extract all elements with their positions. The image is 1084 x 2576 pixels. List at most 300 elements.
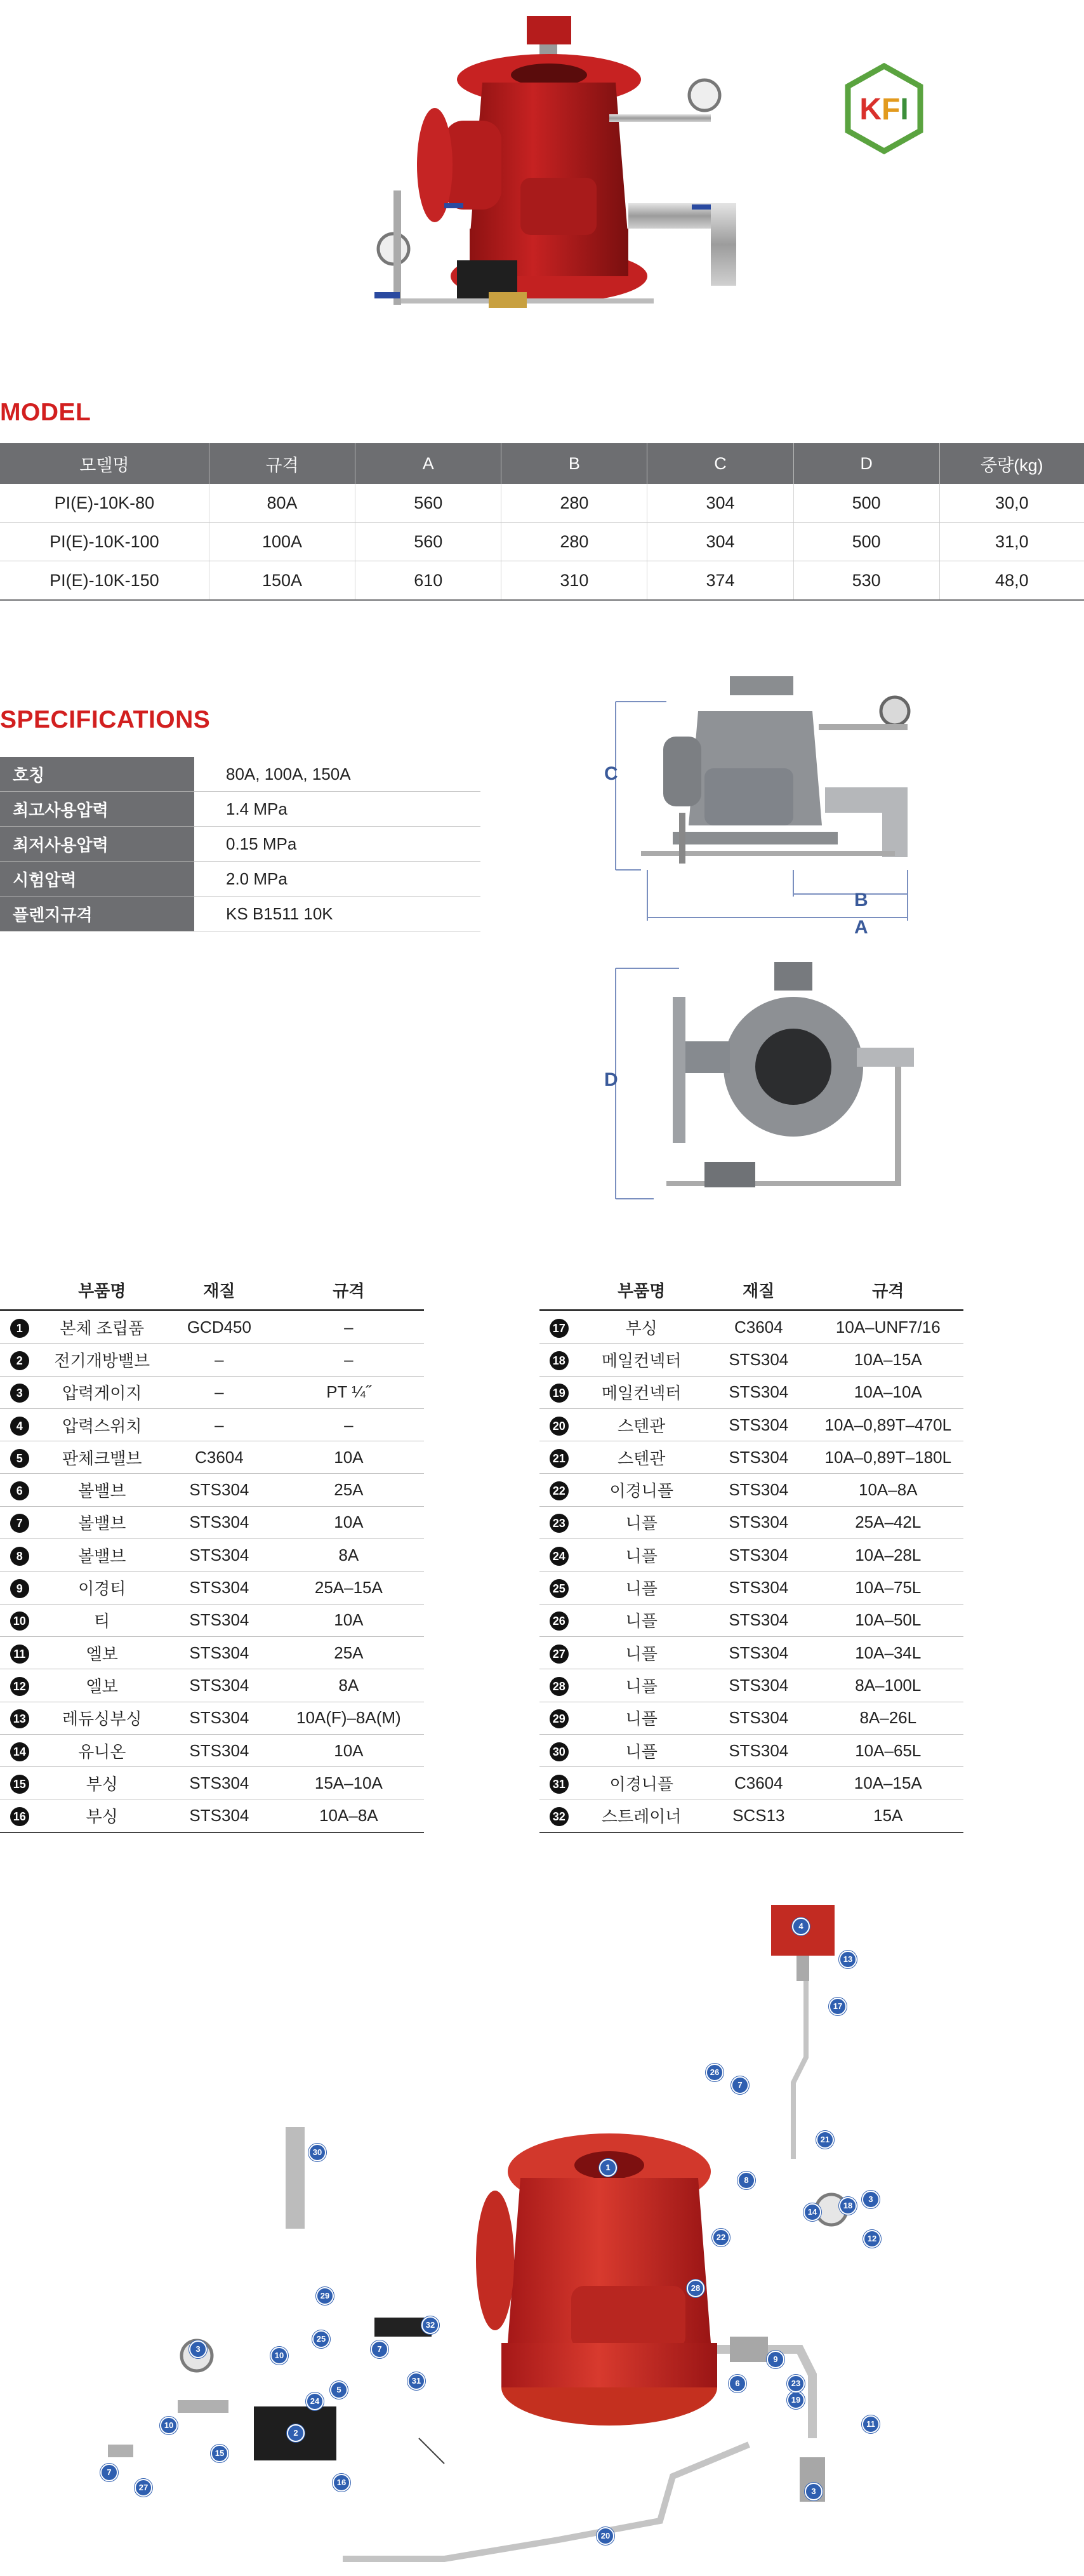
part-number-badge: 12	[10, 1677, 29, 1696]
part-material: STS304	[704, 1441, 813, 1474]
callout-31: 31	[407, 2372, 425, 2390]
parts-row	[539, 1474, 963, 1506]
model-table-header	[0, 443, 1084, 484]
part-name: 니플	[578, 1539, 704, 1572]
part-spec: 10A–50L	[813, 1604, 963, 1636]
part-number-cell	[539, 1604, 578, 1636]
exploded-view-drawing	[63, 1892, 1015, 2565]
callout-23: 23	[787, 2375, 805, 2392]
part-name: 볼밸브	[39, 1539, 165, 1572]
parts-row	[0, 1669, 424, 1702]
part-number-cell	[0, 1604, 39, 1636]
callout-26: 26	[706, 2064, 724, 2081]
dim-label-c: C	[604, 763, 618, 784]
model-cell: 100A	[209, 523, 355, 561]
part-spec: –	[274, 1408, 424, 1441]
model-cell: 30,0	[939, 484, 1084, 523]
spec-value: 80A, 100A, 150A	[194, 757, 480, 792]
model-cell: 280	[501, 523, 647, 561]
callout-3: 3	[805, 2483, 823, 2500]
part-spec: 25A	[274, 1474, 424, 1506]
part-number-badge: 11	[10, 1645, 29, 1664]
part-spec: 10A	[274, 1604, 424, 1636]
col-a: A	[355, 443, 501, 484]
part-number-badge: 27	[550, 1645, 569, 1664]
spec-key: 호칭	[0, 757, 194, 792]
callout-32: 32	[421, 2316, 439, 2334]
col-material: 재질	[165, 1270, 274, 1311]
callout-22: 22	[712, 2229, 730, 2246]
callout-7: 7	[371, 2340, 388, 2358]
part-material: STS304	[165, 1669, 274, 1702]
callout-18: 18	[839, 2197, 857, 2215]
part-number-badge: 21	[550, 1449, 569, 1468]
part-material: STS304	[704, 1408, 813, 1441]
part-number-cell	[539, 1636, 578, 1669]
parts-row	[0, 1311, 424, 1344]
part-spec: 10A	[274, 1506, 424, 1538]
callout-3: 3	[862, 2191, 880, 2208]
parts-row	[539, 1441, 963, 1474]
part-material: STS304	[165, 1636, 274, 1669]
part-number-cell	[539, 1767, 578, 1799]
specs-section-title: SPECIFICATIONS	[0, 706, 211, 733]
part-number-badge: 17	[550, 1319, 569, 1338]
part-number-badge: 5	[10, 1449, 29, 1468]
parts-right-header	[539, 1270, 963, 1311]
kfi-logo	[836, 61, 932, 156]
part-number-badge: 14	[10, 1742, 29, 1761]
part-number-cell	[0, 1344, 39, 1376]
parts-row	[0, 1767, 424, 1799]
part-material: STS304	[704, 1636, 813, 1669]
part-number-badge: 10	[10, 1612, 29, 1631]
col-weight: 중량(kg)	[939, 443, 1084, 484]
part-material: STS304	[704, 1506, 813, 1538]
part-name: 니플	[578, 1734, 704, 1766]
parts-row	[0, 1572, 424, 1604]
callout-29: 29	[316, 2287, 334, 2305]
part-name: 본체 조립품	[39, 1311, 165, 1344]
model-cell: 500	[793, 523, 939, 561]
part-number-badge: 2	[10, 1351, 29, 1370]
part-material: STS304	[704, 1344, 813, 1376]
parts-row	[0, 1506, 424, 1538]
callout-24: 24	[306, 2392, 324, 2410]
callout-25: 25	[312, 2330, 330, 2348]
callout-8: 8	[737, 2172, 755, 2189]
part-material: STS304	[165, 1734, 274, 1766]
part-name: 엘보	[39, 1669, 165, 1702]
dim-label-a: A	[854, 917, 868, 938]
part-number-badge: 3	[10, 1384, 29, 1403]
part-spec: 25A	[274, 1636, 424, 1669]
callout-12: 12	[863, 2230, 881, 2248]
model-section-title: MODEL	[0, 399, 91, 426]
part-material: STS304	[704, 1669, 813, 1702]
col-b: B	[501, 443, 647, 484]
col-spec: 규격	[274, 1270, 424, 1311]
part-name: 스트레이너	[578, 1799, 704, 1832]
part-name: 티	[39, 1604, 165, 1636]
model-cell: 304	[647, 484, 793, 523]
model-cell: 31,0	[939, 523, 1084, 561]
part-number-cell	[0, 1376, 39, 1408]
part-spec: 25A–42L	[813, 1506, 963, 1538]
part-number-cell	[0, 1572, 39, 1604]
part-spec: 10A	[274, 1734, 424, 1766]
part-spec: 10A–34L	[813, 1636, 963, 1669]
parts-table-right	[539, 1270, 963, 1833]
part-material: STS304	[165, 1506, 274, 1538]
model-cell: 374	[647, 561, 793, 601]
part-spec: 8A–26L	[813, 1702, 963, 1734]
parts-row	[539, 1311, 963, 1344]
part-spec: 10A–65L	[813, 1734, 963, 1766]
part-number-cell	[0, 1506, 39, 1538]
part-name: 니플	[578, 1702, 704, 1734]
parts-row	[0, 1604, 424, 1636]
part-number-cell	[539, 1376, 578, 1408]
model-cell: 48,0	[939, 561, 1084, 601]
col-d: D	[793, 443, 939, 484]
parts-row	[0, 1636, 424, 1669]
part-material: –	[165, 1408, 274, 1441]
part-spec: 10A–15A	[813, 1344, 963, 1376]
parts-row	[0, 1474, 424, 1506]
part-material: STS304	[704, 1376, 813, 1408]
part-name: 볼밸브	[39, 1506, 165, 1538]
callout-15: 15	[211, 2445, 228, 2462]
part-number-cell	[0, 1539, 39, 1572]
part-number-cell	[539, 1311, 578, 1344]
spec-value: 1.4 MPa	[194, 792, 480, 827]
part-spec: 8A	[274, 1669, 424, 1702]
callout-1: 1	[599, 2159, 617, 2177]
part-number-badge: 24	[550, 1547, 569, 1566]
parts-row	[539, 1604, 963, 1636]
part-number-cell	[539, 1344, 578, 1376]
part-name: 니플	[578, 1604, 704, 1636]
part-number-cell	[539, 1669, 578, 1702]
part-number-badge: 30	[550, 1742, 569, 1761]
part-material: GCD450	[165, 1311, 274, 1344]
model-cell: PI(E)-10K-100	[0, 523, 209, 561]
callout-13: 13	[839, 1951, 857, 1968]
model-row	[0, 484, 1084, 523]
part-spec: 10A–28L	[813, 1539, 963, 1572]
model-table	[0, 443, 1084, 601]
model-cell: 560	[355, 523, 501, 561]
spec-row	[0, 757, 480, 792]
part-number-cell	[539, 1702, 578, 1734]
callout-30: 30	[308, 2144, 326, 2161]
parts-row	[0, 1539, 424, 1572]
callout-16: 16	[333, 2474, 350, 2492]
spec-row	[0, 827, 480, 862]
part-spec: 10A–75L	[813, 1572, 963, 1604]
parts-row	[539, 1344, 963, 1376]
part-number-badge: 31	[550, 1775, 569, 1794]
callout-3: 3	[189, 2340, 207, 2358]
callout-4: 4	[792, 1918, 810, 1935]
spec-key: 플렌지규격	[0, 897, 194, 931]
part-material: –	[165, 1376, 274, 1408]
part-number-cell	[539, 1572, 578, 1604]
col-spec: 규격	[813, 1270, 963, 1311]
part-number-cell	[0, 1636, 39, 1669]
part-number-badge: 7	[10, 1514, 29, 1533]
parts-row	[539, 1506, 963, 1538]
part-material: –	[165, 1344, 274, 1376]
part-number-badge: 26	[550, 1612, 569, 1631]
part-spec: 10A–15A	[813, 1767, 963, 1799]
part-material: STS304	[165, 1767, 274, 1799]
dim-label-d: D	[604, 1069, 618, 1090]
valve-product-image	[311, 13, 755, 337]
part-spec: 10A(F)–8A(M)	[274, 1702, 424, 1734]
part-number-cell	[539, 1408, 578, 1441]
part-name: 판체크밸브	[39, 1441, 165, 1474]
col-part-name: 부품명	[39, 1270, 165, 1311]
part-number-cell	[539, 1474, 578, 1506]
callout-9: 9	[767, 2351, 784, 2368]
part-material: STS304	[704, 1702, 813, 1734]
part-number-badge: 6	[10, 1481, 29, 1500]
part-number-cell	[0, 1408, 39, 1441]
part-spec: 10A–UNF7/16	[813, 1311, 963, 1344]
col-c: C	[647, 443, 793, 484]
part-material: STS304	[704, 1474, 813, 1506]
part-name: 니플	[578, 1572, 704, 1604]
model-cell: 304	[647, 523, 793, 561]
part-material: STS304	[165, 1702, 274, 1734]
model-cell: 610	[355, 561, 501, 601]
callout-10: 10	[160, 2417, 178, 2434]
part-spec: 15A	[813, 1799, 963, 1832]
parts-row	[539, 1702, 963, 1734]
parts-row	[539, 1799, 963, 1832]
part-spec: 10A–0,89T–180L	[813, 1441, 963, 1474]
col-part-name: 부품명	[578, 1270, 704, 1311]
part-name: 이경니플	[578, 1474, 704, 1506]
model-row	[0, 561, 1084, 601]
col-material: 재질	[704, 1270, 813, 1311]
part-name: 이경니플	[578, 1767, 704, 1799]
part-name: 볼밸브	[39, 1474, 165, 1506]
parts-row	[0, 1702, 424, 1734]
part-number-badge: 1	[10, 1319, 29, 1338]
part-name: 부싱	[39, 1799, 165, 1832]
part-name: 부싱	[39, 1767, 165, 1799]
part-number-badge: 15	[10, 1775, 29, 1794]
model-cell: 530	[793, 561, 939, 601]
part-spec: PT ¼˝	[274, 1376, 424, 1408]
part-number-cell	[0, 1702, 39, 1734]
part-spec: 8A	[274, 1539, 424, 1572]
model-cell: PI(E)-10K-80	[0, 484, 209, 523]
part-name: 부싱	[578, 1311, 704, 1344]
part-material: STS304	[165, 1572, 274, 1604]
part-material: C3604	[165, 1441, 274, 1474]
parts-row	[0, 1408, 424, 1441]
callout-21: 21	[816, 2131, 834, 2149]
parts-row	[539, 1636, 963, 1669]
dim-label-b: B	[854, 890, 868, 911]
callout-5: 5	[330, 2381, 348, 2399]
parts-row	[539, 1539, 963, 1572]
part-number-badge: 22	[550, 1481, 569, 1500]
part-number-cell	[0, 1767, 39, 1799]
part-name: 레듀싱부싱	[39, 1702, 165, 1734]
part-name: 메일컨넥터	[578, 1376, 704, 1408]
part-material: STS304	[704, 1539, 813, 1572]
exploded-view	[63, 1892, 1015, 2565]
parts-table-left	[0, 1270, 424, 1833]
callout-7: 7	[100, 2464, 118, 2481]
part-number-cell	[0, 1734, 39, 1766]
part-name: 메일컨넥터	[578, 1344, 704, 1376]
model-row	[0, 523, 1084, 561]
col-model-name: 모델명	[0, 443, 209, 484]
part-number-cell	[0, 1799, 39, 1832]
callout-11: 11	[862, 2415, 880, 2433]
part-number-badge: 13	[10, 1709, 29, 1728]
spec-key: 최저사용압력	[0, 827, 194, 862]
spec-row	[0, 862, 480, 897]
part-number-cell	[539, 1539, 578, 1572]
part-number-cell	[0, 1311, 39, 1344]
spec-value: 2.0 MPa	[194, 862, 480, 897]
part-material: STS304	[704, 1572, 813, 1604]
parts-row	[0, 1799, 424, 1832]
model-cell: PI(E)-10K-150	[0, 561, 209, 601]
col-size: 규격	[209, 443, 355, 484]
callout-10: 10	[270, 2347, 288, 2365]
part-number-badge: 4	[10, 1417, 29, 1436]
part-name: 유니온	[39, 1734, 165, 1766]
callout-14: 14	[803, 2203, 821, 2221]
part-spec: 25A–15A	[274, 1572, 424, 1604]
model-cell: 80A	[209, 484, 355, 523]
spec-row	[0, 792, 480, 827]
callout-27: 27	[135, 2479, 152, 2497]
model-cell: 500	[793, 484, 939, 523]
part-material: C3604	[704, 1311, 813, 1344]
part-number-cell	[0, 1441, 39, 1474]
part-name: 스텐관	[578, 1441, 704, 1474]
part-spec: 10A–10A	[813, 1376, 963, 1408]
callout-19: 19	[787, 2391, 805, 2409]
part-spec: 10A	[274, 1441, 424, 1474]
part-number-badge: 29	[550, 1709, 569, 1728]
part-number-cell	[0, 1669, 39, 1702]
part-material: C3604	[704, 1767, 813, 1799]
front-view-dimension-drawing	[603, 959, 958, 1213]
part-name: 전기개방밸브	[39, 1344, 165, 1376]
part-number-badge: 25	[550, 1579, 569, 1598]
part-number-cell	[539, 1506, 578, 1538]
part-spec: 8A–100L	[813, 1669, 963, 1702]
part-material: STS304	[165, 1799, 274, 1832]
part-material: STS304	[704, 1734, 813, 1766]
model-cell: 560	[355, 484, 501, 523]
part-name: 니플	[578, 1506, 704, 1538]
part-number-badge: 9	[10, 1579, 29, 1598]
part-number-badge: 16	[10, 1807, 29, 1826]
callout-7: 7	[731, 2076, 749, 2094]
parts-row	[539, 1669, 963, 1702]
part-material: STS304	[704, 1604, 813, 1636]
part-number-badge: 18	[550, 1351, 569, 1370]
parts-row	[539, 1408, 963, 1441]
part-number-badge: 8	[10, 1547, 29, 1566]
part-number-cell	[539, 1441, 578, 1474]
part-number-badge: 20	[550, 1417, 569, 1436]
model-cell: 150A	[209, 561, 355, 601]
spec-value: 0.15 MPa	[194, 827, 480, 862]
specs-table	[0, 757, 480, 931]
part-name: 압력게이지	[39, 1376, 165, 1408]
parts-row	[539, 1376, 963, 1408]
model-cell: 310	[501, 561, 647, 601]
part-name: 스텐관	[578, 1408, 704, 1441]
part-number-badge: 28	[550, 1677, 569, 1696]
part-number-cell	[0, 1474, 39, 1506]
parts-left-header	[0, 1270, 424, 1311]
svg-text:KFI: KFI	[859, 93, 909, 126]
model-cell: 280	[501, 484, 647, 523]
part-name: 니플	[578, 1636, 704, 1669]
parts-row	[0, 1344, 424, 1376]
spec-row	[0, 897, 480, 931]
parts-row	[0, 1441, 424, 1474]
part-material: STS304	[165, 1474, 274, 1506]
part-name: 이경티	[39, 1572, 165, 1604]
callout-2: 2	[287, 2424, 305, 2442]
parts-row	[0, 1734, 424, 1766]
part-material: SCS13	[704, 1799, 813, 1832]
callout-6: 6	[729, 2375, 746, 2392]
spec-key: 최고사용압력	[0, 792, 194, 827]
parts-row	[0, 1376, 424, 1408]
part-spec: 15A–10A	[274, 1767, 424, 1799]
part-material: STS304	[165, 1604, 274, 1636]
part-spec: –	[274, 1311, 424, 1344]
part-number-badge: 32	[550, 1807, 569, 1826]
part-spec: –	[274, 1344, 424, 1376]
part-name: 압력스위치	[39, 1408, 165, 1441]
callout-28: 28	[687, 2279, 704, 2297]
part-material: STS304	[165, 1539, 274, 1572]
part-number-cell	[539, 1734, 578, 1766]
parts-row	[539, 1767, 963, 1799]
part-number-badge: 23	[550, 1514, 569, 1533]
callout-20: 20	[597, 2527, 614, 2545]
part-spec: 10A–8A	[274, 1799, 424, 1832]
part-spec: 10A–0,89T–470L	[813, 1408, 963, 1441]
part-name: 엘보	[39, 1636, 165, 1669]
parts-row	[539, 1734, 963, 1766]
spec-key: 시험압력	[0, 862, 194, 897]
callout-17: 17	[829, 1998, 847, 2015]
spec-value: KS B1511 10K	[194, 897, 480, 931]
part-name: 니플	[578, 1669, 704, 1702]
part-number-badge: 19	[550, 1384, 569, 1403]
side-view-dimension-drawing	[603, 660, 958, 946]
parts-row	[539, 1572, 963, 1604]
part-spec: 10A–8A	[813, 1474, 963, 1506]
